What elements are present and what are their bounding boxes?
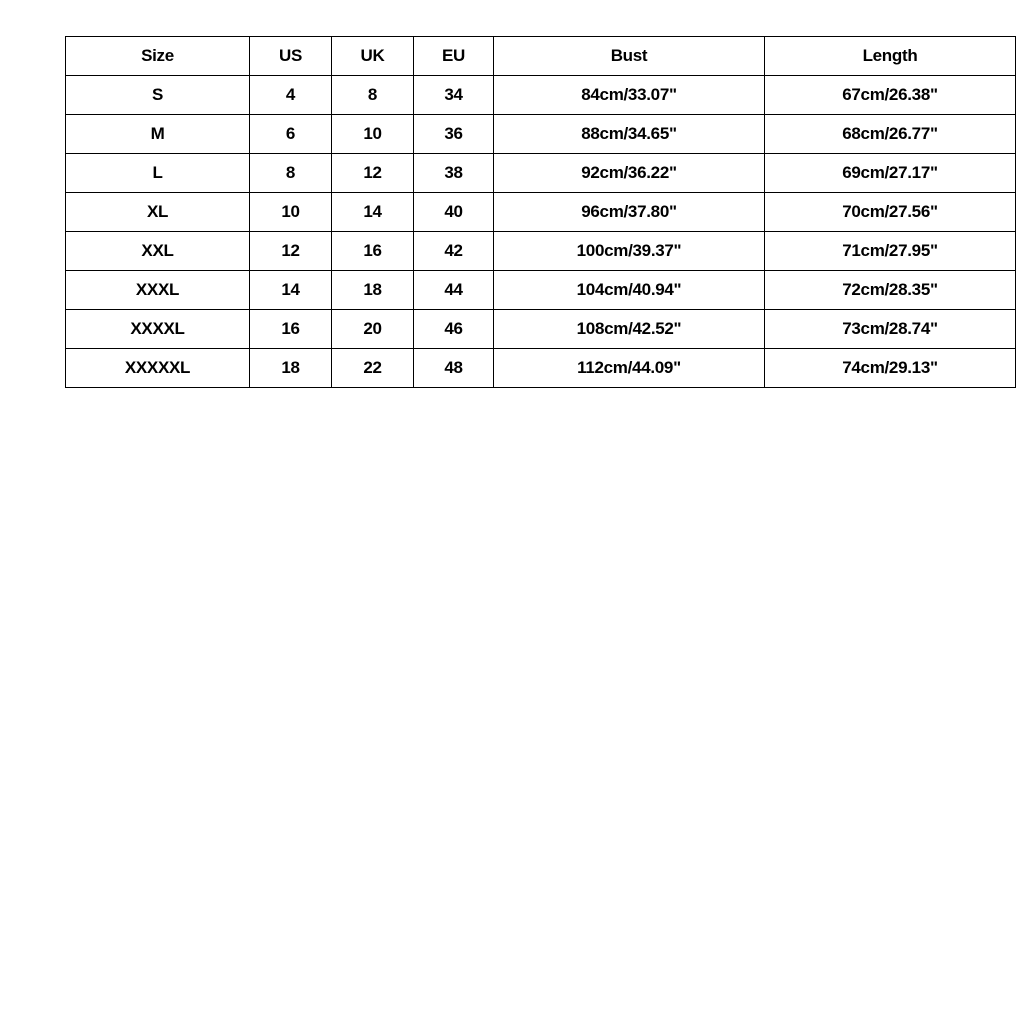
cell-length: 68cm/26.77" — [765, 115, 1016, 154]
cell-uk: 14 — [332, 193, 414, 232]
table-row — [66, 76, 1016, 115]
cell-uk: 20 — [332, 310, 414, 349]
cell-bust: 104cm/40.94" — [494, 271, 765, 310]
cell-uk: 10 — [332, 115, 414, 154]
cell-length: 67cm/26.38" — [765, 76, 1016, 115]
header-size: Size — [66, 37, 250, 76]
cell-uk: 22 — [332, 349, 414, 388]
cell-size: L — [66, 154, 250, 193]
cell-length: 71cm/27.95" — [765, 232, 1016, 271]
cell-length: 74cm/29.13" — [765, 349, 1016, 388]
cell-uk: 8 — [332, 76, 414, 115]
cell-bust: 96cm/37.80" — [494, 193, 765, 232]
header-us: US — [250, 37, 332, 76]
cell-uk: 12 — [332, 154, 414, 193]
header-bust: Bust — [494, 37, 765, 76]
table-row — [66, 271, 1016, 310]
header-length: Length — [765, 37, 1016, 76]
cell-size: XXL — [66, 232, 250, 271]
cell-uk: 18 — [332, 271, 414, 310]
table-row — [66, 193, 1016, 232]
cell-eu: 36 — [414, 115, 494, 154]
table-row — [66, 154, 1016, 193]
table-row — [66, 349, 1016, 388]
cell-length: 69cm/27.17" — [765, 154, 1016, 193]
table-header — [66, 37, 1016, 76]
cell-us: 6 — [250, 115, 332, 154]
cell-eu: 48 — [414, 349, 494, 388]
cell-size: XXXXL — [66, 310, 250, 349]
cell-eu: 42 — [414, 232, 494, 271]
table-row — [66, 232, 1016, 271]
header-row — [66, 37, 1016, 76]
cell-us: 4 — [250, 76, 332, 115]
header-eu: EU — [414, 37, 494, 76]
cell-size: XL — [66, 193, 250, 232]
table-body — [66, 76, 1016, 388]
table-row — [66, 115, 1016, 154]
cell-eu: 46 — [414, 310, 494, 349]
cell-bust: 88cm/34.65" — [494, 115, 765, 154]
table-row — [66, 310, 1016, 349]
cell-bust: 84cm/33.07" — [494, 76, 765, 115]
cell-bust: 100cm/39.37" — [494, 232, 765, 271]
cell-us: 10 — [250, 193, 332, 232]
cell-us: 16 — [250, 310, 332, 349]
cell-us: 14 — [250, 271, 332, 310]
cell-size: XXXXXL — [66, 349, 250, 388]
cell-size: M — [66, 115, 250, 154]
cell-us: 8 — [250, 154, 332, 193]
cell-bust: 108cm/42.52" — [494, 310, 765, 349]
cell-us: 12 — [250, 232, 332, 271]
cell-size: S — [66, 76, 250, 115]
cell-uk: 16 — [332, 232, 414, 271]
cell-eu: 40 — [414, 193, 494, 232]
cell-eu: 34 — [414, 76, 494, 115]
cell-bust: 112cm/44.09" — [494, 349, 765, 388]
cell-length: 72cm/28.35" — [765, 271, 1016, 310]
cell-size: XXXL — [66, 271, 250, 310]
size-chart-table — [65, 36, 1016, 388]
cell-bust: 92cm/36.22" — [494, 154, 765, 193]
cell-length: 70cm/27.56" — [765, 193, 1016, 232]
cell-eu: 44 — [414, 271, 494, 310]
cell-length: 73cm/28.74" — [765, 310, 1016, 349]
cell-eu: 38 — [414, 154, 494, 193]
cell-us: 18 — [250, 349, 332, 388]
header-uk: UK — [332, 37, 414, 76]
